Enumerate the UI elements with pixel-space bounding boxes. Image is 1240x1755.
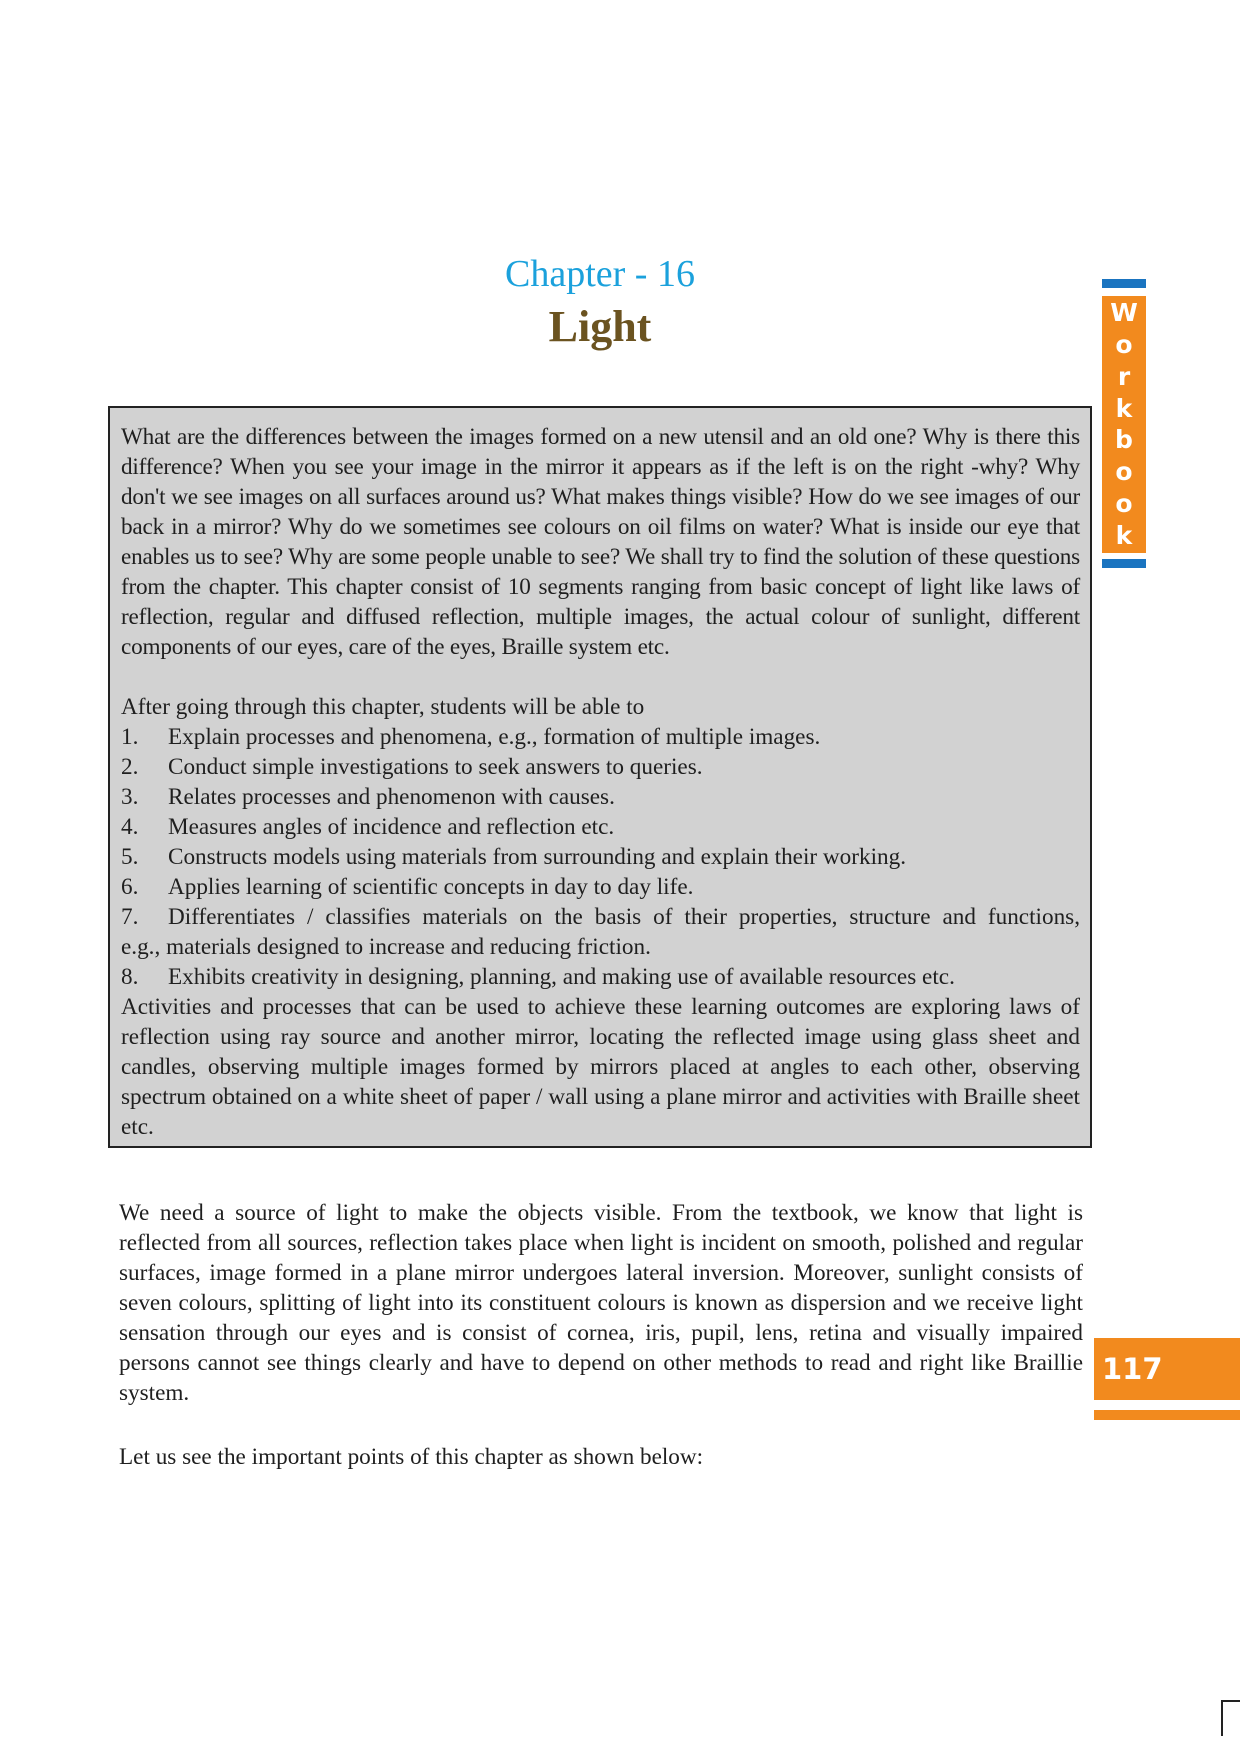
outcome-item (121, 722, 1080, 752)
side-tab-letter: r (1117, 361, 1131, 391)
outcomes-intro: After going through this chapter, students will be able to (121, 694, 645, 720)
outcome-number: 8. (121, 964, 139, 990)
workbook-side-tab (1102, 279, 1146, 568)
side-tab-letter: k (1115, 393, 1133, 423)
activities-paragraph: Activities and processes that can be used to achieve these learning outcomes are exploring laws of reflection using ray source and another mirror, locating the reflected image using glass sheet and candles, observing multiple images formed by mirrors placed at angles to each other, observing spectrum obtained on a white sheet of paper / wall using a plane mirror and activities with Braille sheet etc. (121, 994, 1080, 1140)
closing-line: Let us see the important points of this chapter as shown below: (119, 1444, 704, 1470)
body-paragraph: We need a source of light to make the objects visible. From the textbook, we know that light is reflected from all sources, reflection takes place when light is incident on smooth, polished and regular surfaces, image formed in a plane mirror undergoes lateral inversion. Moreover, sunlight consists of seven colours, splitting of light into its constituent colours is known as dispersion and we receive light sensation through our eyes and is consist of cornea, iris, pupil, lens, retina and visually impaired persons cannot see things clearly and have to depend on other methods to read and right like Braillie system. (119, 1200, 1083, 1406)
outcome-item (121, 782, 1080, 812)
side-tab-letter: o (1115, 457, 1133, 487)
outcome-number: 5. (121, 844, 139, 870)
side-tab-letter: k (1115, 520, 1133, 550)
outcome-text: Conduct simple investigations to seek answers to queries. (168, 754, 703, 780)
outcome-text: Measures angles of incidence and reflection etc. (168, 814, 615, 840)
side-tab-label (1102, 296, 1146, 553)
outcome-text: Applies learning of scientific concepts in day to day life. (168, 874, 694, 900)
outcome-number: 2. (121, 754, 139, 780)
chapter-intro-box (108, 406, 1092, 1148)
outcome-text: Differentiates / classifies materials on the basis of their properties, structure and functions, (168, 904, 1080, 930)
outcome-text: Explain processes and phenomena, e.g., formation of multiple images. (168, 724, 821, 750)
outcome-number: 3. (121, 784, 139, 810)
side-tab-letter: o (1115, 329, 1133, 359)
side-tab-letter: W (1110, 298, 1138, 327)
outcome-number: 4. (121, 814, 139, 840)
outcome-item (121, 962, 1080, 992)
intro-paragraph: What are the differences between the images formed on a new utensil and an old one? Why is there this difference? When you see your image in the mirror it appears as if the left is on the right -why? Why don't we see images on all surfaces around us? What makes things visible? How do we see images of our back in a mirror? Why do we sometimes see colours on oil films on water? What is inside our eye that enables us to see? Why are some people unable to see? We shall try to find the solution of these questions from the chapter. This chapter consist of 10 segments ranging from basic concept of light like laws of reflection, regular and diffused reflection, multiple images, the actual colour of sunlight, different components of our eyes, care of the eyes, Braille system etc. (121, 424, 1080, 660)
side-tab-letter: o (1115, 489, 1133, 519)
crop-mark (1221, 1700, 1240, 1702)
outcome-item (121, 812, 1080, 842)
side-tab-letter: b (1115, 425, 1133, 455)
chapter-title: Light (548, 302, 652, 351)
outcome-text: Constructs models using materials from surrounding and explain their working. (168, 844, 907, 870)
outcome-continuation: e.g., materials designed to increase and reducing friction. (121, 934, 651, 960)
outcome-text: Relates processes and phenomenon with causes. (168, 784, 615, 810)
outcome-item (121, 842, 1080, 872)
outcome-number: 6. (121, 874, 139, 900)
page-number-strip (1094, 1410, 1240, 1420)
page-number: 117 (1094, 1338, 1240, 1400)
side-tab-bottom-bar (1102, 559, 1146, 568)
chapter-label: Chapter - 16 (505, 253, 695, 295)
outcome-item (121, 902, 1080, 932)
outcome-number: 1. (121, 724, 139, 750)
crop-mark (1221, 1700, 1223, 1736)
outcome-text: Exhibits creativity in designing, planning, and making use of available resources etc. (168, 964, 955, 990)
outcome-item (121, 872, 1080, 902)
outcome-item (121, 752, 1080, 782)
outcome-number: 7. (121, 904, 139, 930)
side-tab-top-bar (1102, 279, 1146, 288)
